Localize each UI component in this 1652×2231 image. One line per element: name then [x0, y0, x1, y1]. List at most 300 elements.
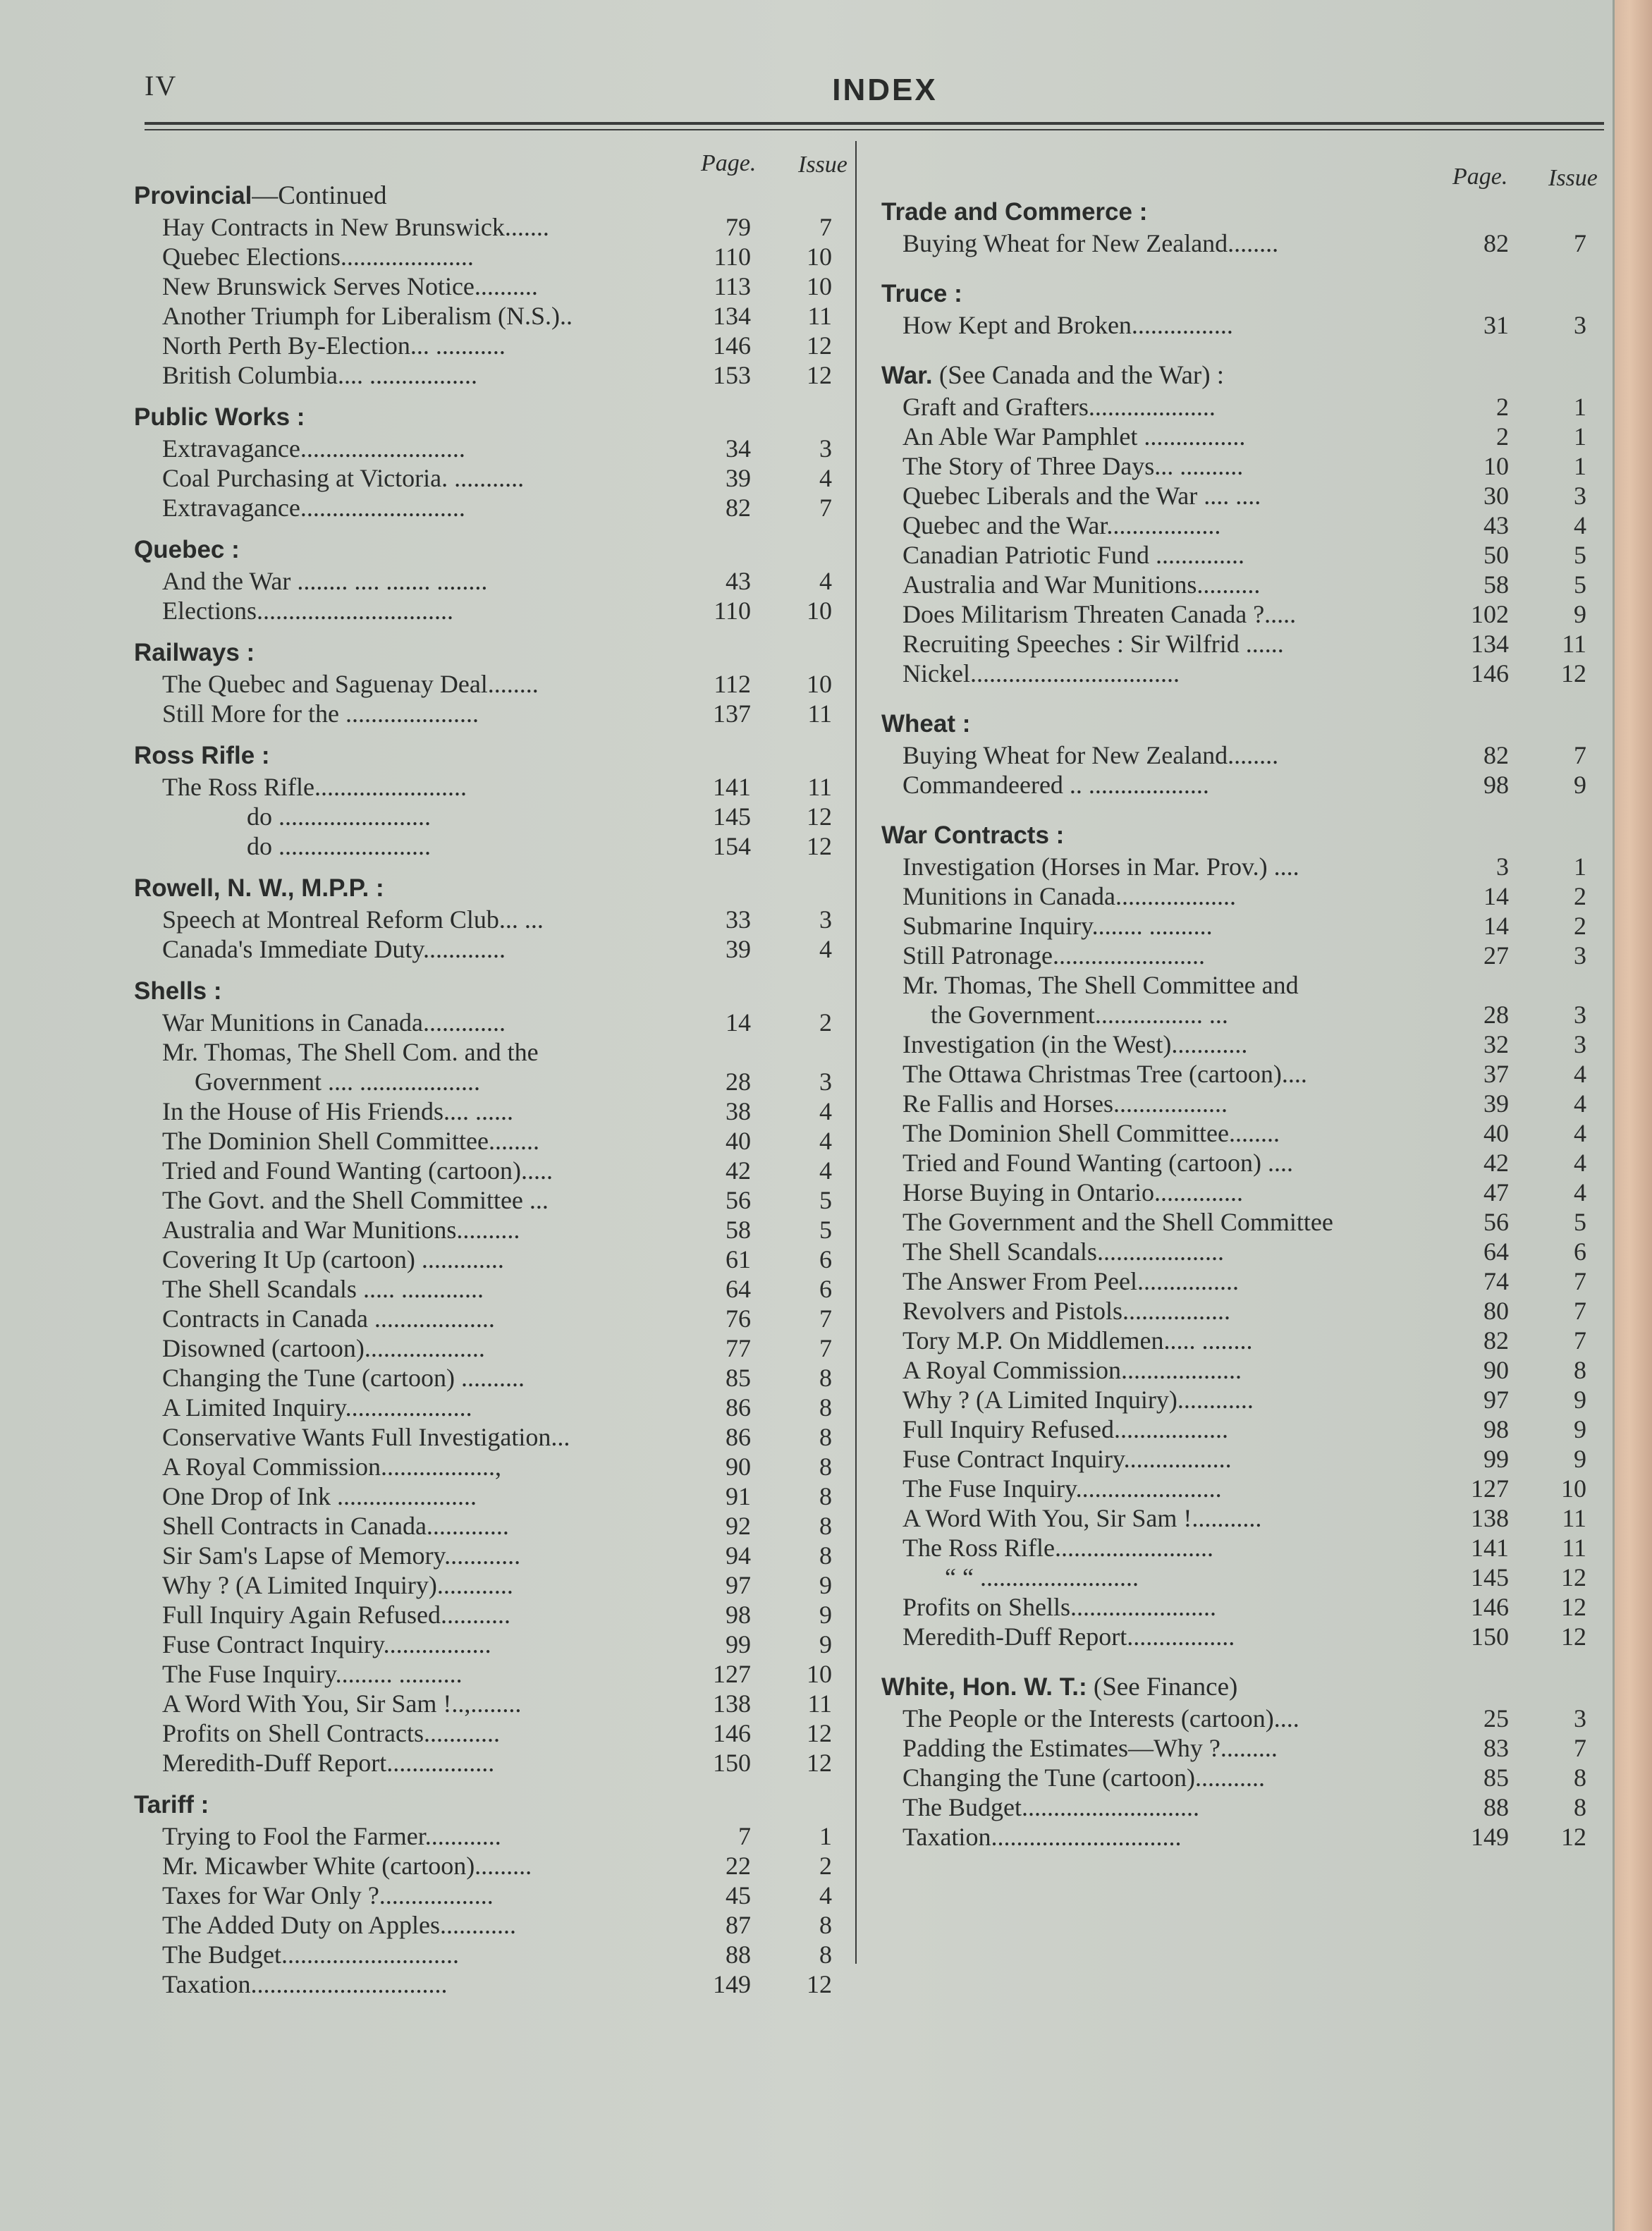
entry-issue: 9 [819, 1630, 832, 1658]
entry-title: Profits on Shells....................... [903, 1593, 1217, 1621]
entry-page: 10 [1483, 452, 1509, 480]
entry-issue: 7 [1574, 1297, 1586, 1325]
entry-issue: 3 [819, 434, 832, 463]
entry-title: Taxation............................... [162, 1970, 448, 1998]
entry-page: 32 [1483, 1030, 1509, 1058]
entry-issue: 12 [1561, 1823, 1586, 1851]
entry-page: 134 [713, 302, 751, 330]
entry-title: Trying to Fool the Farmer............ [162, 1822, 501, 1850]
entry-title: The Budget............................ [162, 1940, 459, 1969]
index-entry [127, 1274, 850, 1304]
index-entry [127, 1718, 850, 1748]
entry-title: Australia and War Munitions.......... [903, 570, 1261, 599]
entry-issue: 10 [807, 597, 832, 625]
index-entry [874, 1059, 1615, 1089]
entry-title: Taxation.............................. [903, 1823, 1182, 1851]
entry-page: 153 [713, 361, 751, 389]
entry-page: 127 [1471, 1474, 1509, 1503]
index-entry [874, 1503, 1615, 1533]
entry-issue: 3 [1574, 311, 1586, 339]
section-gap [874, 340, 1615, 360]
section-heading [127, 534, 850, 566]
section-name: Shells : [134, 977, 222, 1005]
index-entry [874, 1563, 1615, 1592]
index-entry [127, 831, 850, 861]
section-gap [874, 258, 1615, 278]
entry-page: 91 [726, 1482, 751, 1510]
entry-title: The People or the Interests (cartoon).... [903, 1704, 1299, 1732]
index-entry [127, 212, 850, 242]
entry-title: British Columbia.... ................. [162, 361, 478, 389]
entry-page: 79 [726, 213, 751, 241]
index-entry [127, 566, 850, 596]
index-entry [127, 1126, 850, 1156]
entry-page: 82 [1483, 741, 1509, 769]
entry-page: 45 [726, 1881, 751, 1909]
entry-title: Graft and Grafters.................... [903, 393, 1216, 421]
entry-title: Fuse Contract Inquiry................. [903, 1445, 1232, 1473]
page-column-label: Page. [701, 150, 757, 176]
entry-title: Why ? (A Limited Inquiry)............ [162, 1571, 513, 1599]
section-heading [127, 740, 850, 772]
entry-title: The Ottawa Christmas Tree (cartoon).... [903, 1060, 1307, 1088]
section-heading [127, 975, 850, 1008]
entry-page: 43 [1483, 511, 1509, 539]
index-entry [127, 1008, 850, 1037]
section-name: Provincial [134, 182, 252, 209]
entry-page: 127 [713, 1660, 751, 1688]
index-entry [127, 905, 850, 934]
entry-issue: 6 [819, 1245, 832, 1273]
entry-issue: 5 [819, 1216, 832, 1244]
index-section [874, 819, 1615, 1651]
index-entry [127, 1304, 850, 1333]
entry-page: 2 [1496, 393, 1509, 421]
index-entry [874, 911, 1615, 941]
entry-page: 80 [1483, 1297, 1509, 1325]
section-name: Public Works : [134, 403, 305, 431]
index-entry [874, 1704, 1615, 1733]
entry-issue: 2 [819, 1852, 832, 1880]
index-entry [874, 1622, 1615, 1651]
entry-page: 64 [726, 1275, 751, 1303]
entry-title: Recruiting Speeches : Sir Wilfrid ...... [903, 630, 1284, 658]
section-heading [127, 180, 850, 212]
entry-title: Munitions in Canada................... [903, 882, 1236, 910]
entry-issue: 11 [1562, 1534, 1586, 1562]
entry-title: Buying Wheat for New Zealand........ [903, 229, 1279, 257]
entry-title: Coal Purchasing at Victoria. ........... [162, 464, 525, 492]
column-divider [855, 141, 857, 1964]
index-section [127, 740, 850, 861]
section-heading [874, 708, 1615, 740]
index-entry [874, 1733, 1615, 1763]
entry-page: 14 [1483, 912, 1509, 940]
entry-title: Commandeered .. ................... [903, 771, 1209, 799]
entry-title: Elections............................... [162, 597, 453, 625]
entry-page: 137 [713, 699, 751, 728]
entry-title: In the House of His Friends.... ...... [162, 1097, 513, 1125]
header-rule-thick [145, 122, 1604, 125]
entry-title: The Fuse Inquiry......... .......... [162, 1660, 463, 1688]
section-suffix: (See Canada and the War) : [932, 361, 1225, 390]
entry-issue: 8 [819, 1453, 832, 1481]
entry-issue: 7 [1574, 1734, 1586, 1762]
index-entry [874, 481, 1615, 511]
entry-issue: 12 [807, 802, 832, 831]
entry-issue: 3 [1574, 941, 1586, 970]
index-section [127, 975, 850, 1778]
entry-issue: 11 [807, 699, 832, 728]
index-entry [127, 493, 850, 522]
entry-title: A Limited Inquiry.................... [162, 1393, 472, 1422]
entry-title: Still More for the ..................... [162, 699, 479, 728]
index-section [127, 1789, 850, 1999]
index-entry [874, 1385, 1615, 1414]
entry-title: Changing the Tune (cartoon)........... [903, 1764, 1265, 1792]
index-entry [127, 1067, 850, 1096]
entry-title: The Government and the Shell Committee [903, 1208, 1333, 1236]
entry-issue: 8 [819, 1940, 832, 1969]
entry-issue: 12 [807, 1749, 832, 1777]
index-entry [127, 271, 850, 301]
entry-title: Mr. Thomas, The Shell Committee and [903, 971, 1299, 999]
section-name: White, Hon. W. T.: [881, 1673, 1087, 1701]
entry-issue: 12 [1561, 1593, 1586, 1621]
entry-issue: 4 [819, 935, 832, 963]
entry-page: 138 [713, 1689, 751, 1718]
entry-title: Quebec Elections..................... [162, 243, 474, 271]
entry-title: Tried and Found Wanting (cartoon)..... [162, 1156, 553, 1185]
entry-title: the Government................. ... [931, 1001, 1228, 1029]
index-entry [127, 1511, 850, 1541]
entry-issue: 4 [819, 567, 832, 595]
section-name: Quebec : [134, 536, 240, 563]
section-gap [127, 964, 850, 975]
index-entry [127, 596, 850, 625]
entry-title: Meredith-Duff Report................. [162, 1749, 495, 1777]
index-section [127, 534, 850, 625]
entry-page: 38 [726, 1097, 751, 1125]
index-entry [874, 1296, 1615, 1326]
index-entry [874, 1178, 1615, 1207]
entry-issue: 10 [807, 670, 832, 698]
entry-title: “ “ ......................... [945, 1563, 1139, 1591]
entry-issue: 4 [1574, 1149, 1586, 1177]
entry-title: Horse Buying in Ontario.............. [903, 1178, 1243, 1206]
entry-page: 87 [726, 1911, 751, 1939]
entry-title: Quebec Liberals and the War .... .... [903, 482, 1261, 510]
entry-page: 110 [714, 597, 751, 625]
index-entry [874, 881, 1615, 911]
index-entry [874, 1792, 1615, 1822]
entry-title: The Dominion Shell Committee........ [162, 1127, 539, 1155]
entry-page: 146 [713, 1719, 751, 1747]
index-section [874, 1671, 1615, 1852]
entry-title: Hay Contracts in New Brunswick....... [162, 213, 549, 241]
index-entry [874, 740, 1615, 770]
right-column-header [874, 161, 1615, 196]
entry-title: Taxes for War Only ?.................. [162, 1881, 494, 1909]
entry-page: 43 [726, 567, 751, 595]
entry-page: 141 [1471, 1534, 1509, 1562]
entry-page: 25 [1483, 1704, 1509, 1732]
entry-title: Mr. Thomas, The Shell Com. and the [162, 1038, 539, 1066]
entry-page: 141 [713, 773, 751, 801]
entry-title: Does Militarism Threaten Canada ?..... [903, 600, 1297, 628]
right-index-list [874, 196, 1615, 1852]
index-entry [127, 463, 850, 493]
entry-page: 92 [726, 1512, 751, 1540]
section-gap [127, 625, 850, 637]
entry-title: And the War ........ .... ....... ........ [162, 567, 488, 595]
entry-page: 149 [713, 1970, 751, 1998]
index-entry [127, 1245, 850, 1274]
index-entry [127, 1821, 850, 1851]
entry-issue: 3 [1574, 482, 1586, 510]
index-entry [127, 1156, 850, 1185]
entry-issue: 9 [1574, 600, 1586, 628]
index-entry [127, 1333, 850, 1363]
index-entry [874, 1763, 1615, 1792]
entry-issue: 12 [807, 361, 832, 389]
entry-page: 98 [1483, 1415, 1509, 1443]
entry-title: Quebec and the War.................. [903, 511, 1221, 539]
index-entry [127, 1748, 850, 1778]
entry-issue: 5 [1574, 570, 1586, 599]
entry-issue: 9 [1574, 771, 1586, 799]
index-entry [127, 1630, 850, 1659]
entry-issue: 4 [1574, 1060, 1586, 1088]
section-name: Trade and Commerce : [881, 198, 1148, 226]
entry-title: Re Fallis and Horses.................. [903, 1089, 1228, 1118]
entry-page: 90 [726, 1453, 751, 1481]
entry-title: Submarine Inquiry........ .......... [903, 912, 1213, 940]
entry-issue: 11 [807, 1689, 832, 1718]
section-name: War Contracts : [881, 821, 1065, 849]
entry-title: Extravagance.......................... [162, 434, 465, 463]
entry-page: 27 [1483, 941, 1509, 970]
index-entry [127, 1570, 850, 1600]
entry-title: Covering It Up (cartoon) ............. [162, 1245, 504, 1273]
index-entry [874, 852, 1615, 881]
entry-issue: 5 [1574, 1208, 1586, 1236]
entry-page: 146 [713, 331, 751, 360]
entry-title: Tory M.P. On Middlemen..... ........ [903, 1326, 1253, 1355]
index-entry [127, 301, 850, 331]
index-entry [874, 1414, 1615, 1444]
entry-page: 88 [1483, 1793, 1509, 1821]
entry-issue: 1 [1574, 452, 1586, 480]
entry-issue: 4 [819, 464, 832, 492]
index-entry [127, 1600, 850, 1630]
entry-page: 97 [1483, 1386, 1509, 1414]
index-entry [127, 699, 850, 728]
entry-page: 3 [1496, 852, 1509, 881]
entry-issue: 12 [807, 832, 832, 860]
entry-issue: 4 [1574, 1178, 1586, 1206]
index-entry [127, 669, 850, 699]
entry-issue: 12 [807, 1719, 832, 1747]
entry-page: 61 [726, 1245, 751, 1273]
entry-page: 14 [726, 1008, 751, 1037]
entry-issue: 4 [819, 1881, 832, 1909]
index-entry [874, 540, 1615, 570]
section-heading [127, 1789, 850, 1821]
entry-issue: 6 [1574, 1237, 1586, 1266]
header-rule-thin [145, 129, 1604, 130]
entry-page: 85 [726, 1364, 751, 1392]
entry-title: Canadian Patriotic Fund .............. [903, 541, 1244, 569]
page-title: INDEX [832, 73, 938, 107]
entry-page: 76 [726, 1304, 751, 1333]
entry-issue: 10 [807, 1660, 832, 1688]
entry-title: Why ? (A Limited Inquiry)............ [903, 1386, 1254, 1414]
entry-page: 102 [1471, 600, 1509, 628]
entry-issue: 4 [819, 1127, 832, 1155]
section-suffix: (See Finance) [1087, 1673, 1238, 1701]
entry-issue: 7 [819, 1334, 832, 1362]
section-name: Wheat : [881, 710, 971, 738]
entry-title: A Royal Commission................... [903, 1356, 1242, 1384]
section-heading [874, 360, 1615, 392]
entry-title: Changing the Tune (cartoon) .......... [162, 1364, 525, 1392]
entry-issue: 7 [1574, 1326, 1586, 1355]
entry-issue: 12 [807, 331, 832, 360]
entry-issue: 8 [819, 1393, 832, 1422]
entry-page: 40 [726, 1127, 751, 1155]
entry-title: The Ross Rifle........................ [162, 773, 467, 801]
entry-issue: 8 [819, 1423, 832, 1451]
entry-title: The Budget............................ [903, 1793, 1199, 1821]
entry-page: 98 [1483, 771, 1509, 799]
entry-title: Still Patronage........................ [903, 941, 1205, 970]
entry-issue: 4 [819, 1097, 832, 1125]
index-entry [127, 772, 850, 802]
entry-issue: 2 [819, 1008, 832, 1037]
index-entry [874, 1444, 1615, 1474]
entry-title: Investigation (in the West)............ [903, 1030, 1248, 1058]
entry-page: 94 [726, 1541, 751, 1570]
index-entry [874, 941, 1615, 970]
index-section [874, 196, 1615, 258]
entry-page: 39 [726, 935, 751, 963]
entry-issue: 8 [1574, 1793, 1586, 1821]
index-entry [874, 228, 1615, 258]
entry-issue: 4 [1574, 1119, 1586, 1147]
section-gap [874, 800, 1615, 819]
index-entry [127, 1910, 850, 1940]
entry-title: The Added Duty on Apples............ [162, 1911, 516, 1939]
entry-issue: 8 [1574, 1764, 1586, 1792]
index-entry [127, 934, 850, 964]
entry-page: 42 [1483, 1149, 1509, 1177]
entry-page: 28 [1483, 1001, 1509, 1029]
index-entry [127, 1689, 850, 1718]
entry-title: A Word With You, Sir Sam !........... [903, 1504, 1262, 1532]
entry-issue: 11 [1562, 630, 1586, 658]
entry-page: 42 [726, 1156, 751, 1185]
section-gap [874, 688, 1615, 708]
entry-title: The Shell Scandals.................... [903, 1237, 1224, 1266]
entry-issue: 8 [819, 1911, 832, 1939]
section-gap [127, 522, 850, 534]
entry-issue: 7 [819, 494, 832, 522]
index-entry [874, 629, 1615, 659]
section-heading [127, 637, 850, 669]
entry-page: 39 [1483, 1089, 1509, 1118]
entry-issue: 4 [819, 1156, 832, 1185]
entry-page: 50 [1483, 541, 1509, 569]
entry-issue: 8 [819, 1482, 832, 1510]
index-entry [874, 422, 1615, 451]
entry-issue: 4 [1574, 511, 1586, 539]
entry-page: 40 [1483, 1119, 1509, 1147]
index-entry [127, 1215, 850, 1245]
left-column [127, 145, 850, 1999]
entry-issue: 12 [1561, 659, 1586, 687]
entry-issue: 5 [1574, 541, 1586, 569]
entry-page: 145 [1471, 1563, 1509, 1591]
entry-title: Shell Contracts in Canada............. [162, 1512, 509, 1540]
entry-title: Extravagance.......................... [162, 494, 465, 522]
page-edge [1613, 0, 1652, 2231]
index-entry [874, 1533, 1615, 1563]
entry-page: 150 [713, 1749, 751, 1777]
index-entry [127, 1037, 850, 1067]
entry-issue: 8 [819, 1512, 832, 1540]
index-entry [874, 770, 1615, 800]
section-suffix: —Continued [252, 181, 387, 210]
entry-page: 14 [1483, 882, 1509, 910]
entry-issue: 1 [1574, 852, 1586, 881]
index-entry [874, 570, 1615, 599]
entry-title: Contracts in Canada ................... [162, 1304, 495, 1333]
section-heading [874, 196, 1615, 228]
entry-page: 47 [1483, 1178, 1509, 1206]
section-gap [874, 1651, 1615, 1671]
entry-issue: 7 [819, 213, 832, 241]
index-entry [127, 1541, 850, 1570]
index-entry [874, 1089, 1615, 1118]
entry-title: Speech at Montreal Reform Club... ... [162, 905, 544, 934]
entry-page: 86 [726, 1393, 751, 1422]
entry-title: New Brunswick Serves Notice.......... [162, 272, 538, 300]
entry-title: North Perth By-Election... ........... [162, 331, 506, 360]
index-entry [127, 331, 850, 360]
entry-page: 146 [1471, 1593, 1509, 1621]
entry-page: 149 [1471, 1823, 1509, 1851]
entry-issue: 3 [819, 1068, 832, 1096]
entry-page: 145 [713, 802, 751, 831]
index-entry [874, 1592, 1615, 1622]
entry-issue: 12 [807, 1970, 832, 1998]
section-name: Truce : [881, 280, 962, 307]
index-entry [127, 1452, 850, 1481]
entry-issue: 8 [819, 1364, 832, 1392]
entry-issue: 10 [807, 243, 832, 271]
index-section [127, 637, 850, 728]
entry-issue: 7 [1574, 741, 1586, 769]
index-entry [127, 242, 850, 271]
entry-page: 7 [738, 1822, 751, 1850]
section-heading [874, 278, 1615, 310]
entry-title: Government .... ................... [195, 1068, 480, 1096]
entry-page: 86 [726, 1423, 751, 1451]
entry-issue: 8 [1574, 1356, 1586, 1384]
entry-title: A Word With You, Sir Sam !..,........ [162, 1689, 522, 1718]
entry-page: 74 [1483, 1267, 1509, 1295]
